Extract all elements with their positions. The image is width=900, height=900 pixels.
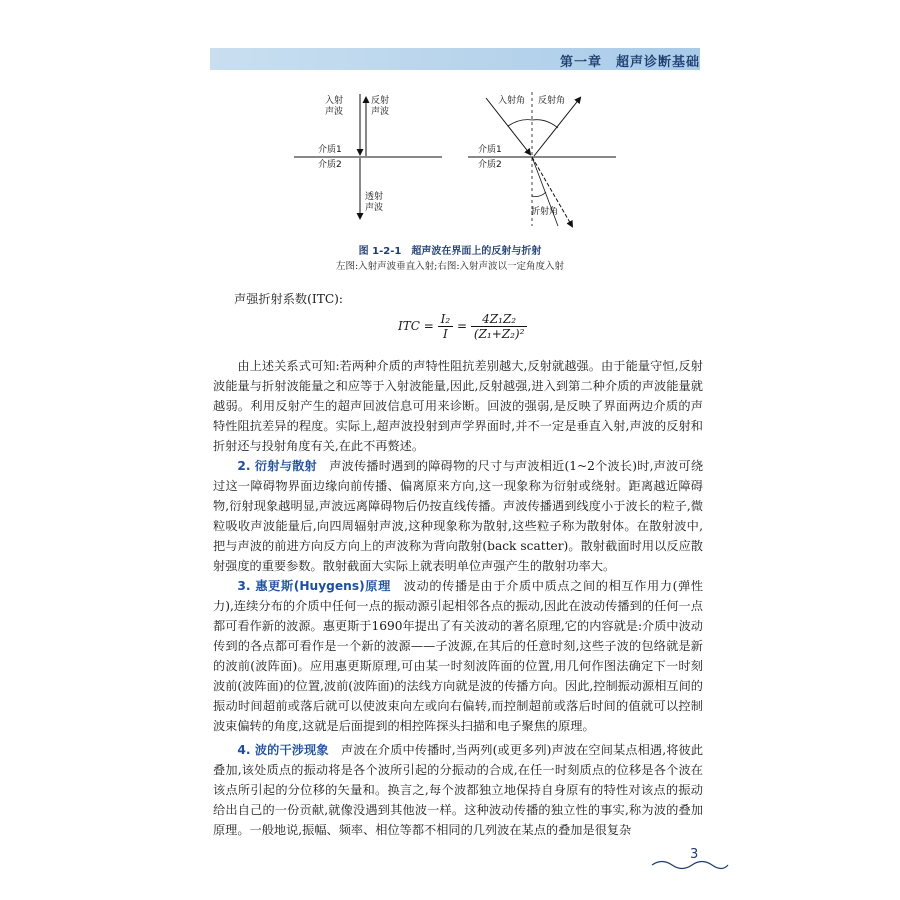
section-3-paragraph [213,576,703,736]
label-transmitted-wave: 透射 声波 [365,192,384,213]
itc-formula: ITC = $\frac{\text{I₂}}{I}$ = $\frac{\text{4Z₁Z₂}}{\text{(Z₁+Z₂)²}}$ [398,312,527,341]
label-left-medium1: 介质1 [318,145,342,155]
formula-lhs: ITC [398,319,420,333]
formula-num-1: I₂ [438,312,454,327]
label-right-medium1: 介质1 [478,145,502,155]
label-right-medium2: 介质2 [478,160,502,170]
section-2-text: 声波传播时遇到的障碍物的尺寸与声波相近(1~2个波长)时,声波可绕过这一障碍物界面边缘向前传播、偏离原来方向,这一现象称为衍射或绕射。距离越近障碍物,衍射现象越明显,声波远离障碍物后仍按直线传播。声波传播遇到线度小于波长的粒子,微粒吸收声波能量后,向四周辐射声波,这种现象称为散射,这些粒子称为散射体。在散射波中,把与声波的前进方向反方向上的声波称为背向散射(back scatter)。散射截面时用以反应散射强度的重要参数。散射截面大实际上就表明单位声强产生的散射功率大。 [213,459,704,573]
formula-intro: 声强折射系数(ITC): [234,292,344,306]
formula-den-1: I [443,327,448,341]
label-left-medium2: 介质2 [318,160,342,170]
reflect-angle-arc [532,120,558,128]
chapter-title: 第一章 超声诊断基础 [559,55,700,70]
section-3-text: 波动的传播是由于介质中质点之间的相互作用力(弹性力),连续分布的介质中任何一点的振动源引起相邻各点的振动,因此在波动传播到的任何一点都可看作新的波源。惠更斯于1690年提出了有关波动的著名原理,它的内容就是:介质中波动传到的各点都可看作是一个新的波源——子波源,在其后的任意时刻,这些子波的包络就是新的波前(波阵面)。应用惠更斯原理,可由某一时刻波阵面的位置,用几何作图法确定下一时刻波前(波阵面)的位置,波前(波阵面)的法线方向就是波的传播方向。因此,控制振动源相互间的振动时间超前或落后就可以使波束向左或向右偏转,而控制超前或落后时间的值就可以控制波束偏转的角度,这就是后面提到的相控阵探头扫描和电子聚焦的原理。 [213,579,704,733]
section-2-title: 2. 衍射与散射 [237,459,317,473]
formula-den-2: (Z₁+Z₂)² [473,327,525,341]
section-4-paragraph [213,740,703,840]
incident-angle-arc [508,120,532,126]
label-reflect-angle: 反射角 [538,96,566,106]
label-incident-angle: 入射角 [498,96,526,106]
refract-angle-arc [532,192,546,197]
section-3-title: 3. 惠更斯(Huygens)原理 [237,579,391,593]
paragraph-1: 由上述关系式可知:若两种介质的声特性阻抗差别越大,反射就越强。由于能量守恒,反射波能量与折射波能量之和应等于入射波能量,因此,反射越强,进入到第二种介质的声波能量就越弱。利用反射产生的超声回波信息可用来诊断。回波的强弱,是反映了界面两边介质的声特性阻抗差异的程度。实际上,超声波投射到声学界面时,并不一定是垂直入射,声波的反射和折射还与投射角度有关,在此不再赘述。 [213,359,703,453]
page-ornament [650,858,730,872]
section-4-title: 4. 波的干涉现象 [237,743,329,757]
formula-num-2: 4Z₁Z₂ [471,312,528,327]
label-incident-wave: 入射 声波 [325,96,344,117]
formula-fraction-2 [471,312,528,341]
formula-fraction-1 [438,312,454,341]
figure-caption-subtitle: 左图:入射声波垂直入射;右图:入射声波以一定角度入射 [335,261,565,272]
section-4-text: 声波在介质中传播时,当两列(或更多列)声波在空间某点相遇,将彼此叠加,该处质点的振动将是各个波所引起的分振动的合成,在任一时刻质点的位移是各个波在该点所引起的分位移的矢量和。换言之,每个波都独立地保持自身原有的特性对该点的振动给出自己的一份贡献,就像没遇到其他波一样。这种波动传播的独立性的事实,称为波的叠加原理。一般地说,振幅、频率、相位等都不相同的几列波在某点的叠加是很复杂 [213,743,704,837]
figure-caption-title: 图 1-2-1 超声波在界面上的反射与折射 [358,246,542,257]
label-refract-angle: 折射角 [531,207,559,217]
page-number: 3 [690,847,699,862]
label-reflected-wave: 反射 声波 [371,96,390,117]
section-2-paragraph [213,456,703,576]
